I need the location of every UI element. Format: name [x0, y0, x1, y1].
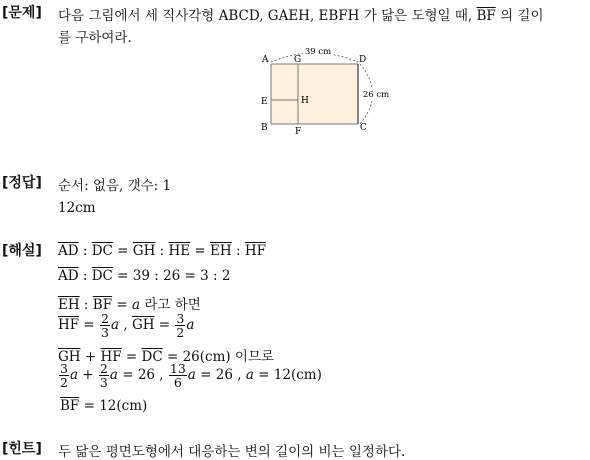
- problem-line-2: 를 구하여라.: [58, 30, 132, 46]
- hint-label: [힌트]: [2, 441, 42, 457]
- point-a: A: [262, 55, 269, 65]
- solution-label: [해설]: [2, 243, 42, 259]
- point-e: E: [261, 97, 268, 107]
- point-g: G: [294, 55, 302, 65]
- solution-line-2: $\overline{AD}$ : $\overline{DC} = 39$ : 26 = 3 : 2: [58, 268, 231, 284]
- solution-line-5: $\overline{GH} + \overline{HF} = \overline{DC} = 26(cm)$ 이므로: [58, 349, 275, 365]
- point-h: H: [301, 96, 309, 106]
- top-length-label: 39 cm: [304, 47, 332, 57]
- solution-line-3: $\overline{EH}$ : $\overline{BF} = a$ 라고 하면: [58, 297, 201, 313]
- point-b: B: [261, 123, 268, 133]
- solution-line-4: $\overline{HF}$ = $\frac{2}{3}$ a , $\overline{GH}$ = $\frac{3}{2}$ a: [58, 311, 195, 340]
- solution-line-7: $\overline{BF} = 12(cm)$: [60, 398, 148, 414]
- figure-rectangle-fill: [271, 64, 358, 124]
- problem-line-1: 다음 그림에서 세 직사각형 ABCD, GAEH, EBFH 가 닮은 도형일 때, $\overline{BF}$ 의 길이: [58, 8, 544, 24]
- point-c: C: [360, 123, 367, 133]
- point-d: D: [359, 55, 367, 65]
- problem-label: [문제]: [2, 5, 42, 21]
- solution-line-6: $\frac{3}{2}$ a + $\frac{2}{3}$ a = 26 , $\frac{13}{6}$ a = 26 , a = 12(cm): [60, 361, 322, 390]
- answer-value: 12cm: [58, 200, 96, 216]
- solution-line-1: $\overline{AD}$ : $\overline{DC} = \overline{GH}$ : $\overline{HE} = \overline{EH}$ : $\overline{HF}$: [58, 243, 266, 259]
- answer-label: [정답]: [2, 175, 42, 191]
- rectangle-figure: [255, 42, 395, 138]
- side-length-label: 26 cm: [362, 90, 390, 100]
- hint-text: 두 닮은 평면도형에서 대응하는 변의 길이의 비는 일정하다.: [58, 444, 406, 460]
- answer-meta: 순서: 없음, 갯수: 1: [58, 178, 172, 194]
- point-f: F: [295, 127, 302, 137]
- segment-bf: $\overline{BF}$: [476, 8, 496, 24]
